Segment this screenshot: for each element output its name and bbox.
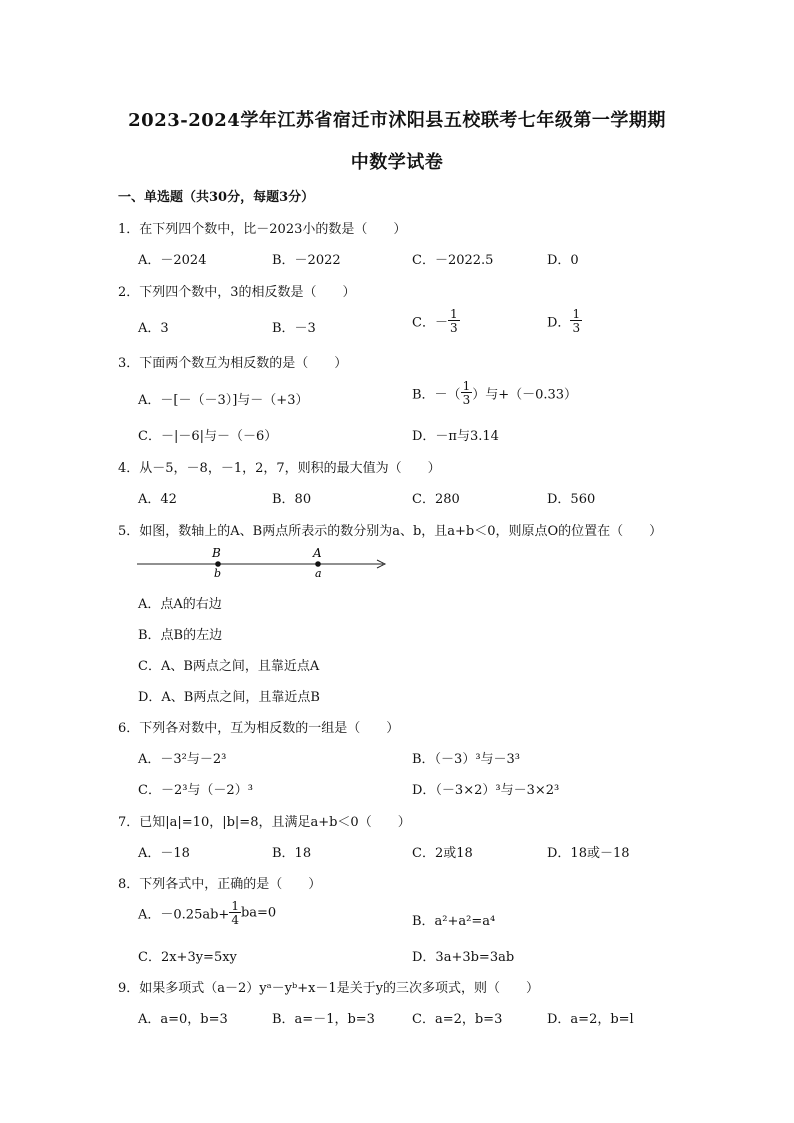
- q2-option-c-fraction: $\frac{1}{3}$: [449, 307, 458, 335]
- point-b-upper-label: B: [212, 546, 221, 560]
- number-line-figure: [135, 544, 390, 580]
- q1-option-b: B．－2022: [272, 253, 341, 268]
- q2-option-b: B．－3: [272, 321, 316, 336]
- q9-option-a: A．a=0，b=3: [138, 1012, 228, 1027]
- q6-option-c: C．－2³与（－2）³: [138, 783, 253, 798]
- question-9-stem: 9．如果多项式（a－2）yᵃ－yᵇ+x－1是关于y的三次多项式，则（ ）: [118, 981, 540, 996]
- question-4-stem: 4．从－5，－8，－1，2，7，则积的最大值为（ ）: [118, 461, 441, 476]
- question-7-stem: 7．已知|a|=10，|b|=8，且满足a+b＜0（ ）: [118, 815, 411, 830]
- q3-option-b-fraction: $\frac{1}{3}$: [462, 379, 471, 407]
- q5-option-c: C．A、B两点之间，且靠近点A: [138, 659, 320, 674]
- paper-title-line1: 2023-2024学年江苏省宿迁市沭阳县五校联考七年级第一学期期: [128, 110, 666, 131]
- q2-option-d: D． $\frac{1}{3}$: [547, 307, 581, 335]
- q6-option-a: A．－3²与－2³: [138, 752, 227, 767]
- q2-option-a: A．3: [138, 321, 169, 336]
- question-3-stem: 3．下面两个数互为相反数的是（ ）: [118, 356, 348, 371]
- q7-option-b: B．18: [272, 846, 312, 861]
- q5-option-d: D．A、B两点之间，且靠近点B: [138, 690, 320, 705]
- section-heading: 一、单选题（共30分，每题3分）: [118, 190, 315, 205]
- q5-option-a: A．点A的右边: [138, 597, 222, 612]
- q2-option-c: C．－ $\frac{1}{3}$: [412, 307, 458, 335]
- point-b-lower-label: b: [214, 567, 222, 580]
- q9-option-c: C．a=2，b=3: [412, 1012, 503, 1027]
- q4-option-a: A．42: [138, 492, 177, 507]
- q8-option-d: D．3a+3b=3ab: [412, 950, 515, 965]
- q8-option-a: A．－0.25ab+ $\frac{1}{4}$ ba=0: [138, 899, 277, 927]
- q4-option-c: C．280: [412, 492, 460, 507]
- q6-option-b: B．（－3）³与－3³: [412, 752, 521, 767]
- point-a-dot: [315, 561, 321, 567]
- q7-option-c: C．2或18: [412, 846, 473, 861]
- q3-option-b: B．－（ $\frac{1}{3}$ ）与+（－0.33）: [412, 379, 578, 407]
- q3-option-c: C．－|－6|与－（－6）: [138, 429, 278, 444]
- question-6-stem: 6．下列各对数中，互为相反数的一组是（ ）: [118, 721, 400, 736]
- q8-option-a-fraction: $\frac{1}{4}$: [231, 899, 239, 927]
- question-2-stem: 2．下列四个数中，3的相反数是（ ）: [118, 285, 356, 300]
- q3-option-d: D．－π与3.14: [412, 429, 499, 444]
- q2-option-d-fraction: $\frac{1}{3}$: [572, 307, 581, 335]
- q4-option-d: D．560: [547, 492, 596, 507]
- q7-option-a: A．－18: [138, 846, 190, 861]
- q1-option-c: C．－2022.5: [412, 253, 494, 268]
- q1-option-a: A．－2024: [138, 253, 207, 268]
- q5-option-b: B．点B的左边: [138, 628, 223, 643]
- point-a-lower-label: a: [315, 567, 322, 580]
- point-b-dot: [215, 561, 221, 567]
- q3-option-a: A．－[－（－3）]与－（+3）: [138, 393, 309, 408]
- q8-option-b: B．a²+a²=a⁴: [412, 914, 496, 929]
- question-5-stem: 5．如图，数轴上的A、B两点所表示的数分别为a、b，且a+b＜0，则原点O的位置在（ ）: [118, 524, 663, 539]
- q1-option-d: D．0: [547, 253, 579, 268]
- question-8-stem: 8．下列各式中，正确的是（ ）: [118, 877, 322, 892]
- question-1-stem: 1．在下列四个数中，比－2023小的数是（ ）: [118, 222, 407, 237]
- q4-option-b: B．80: [272, 492, 312, 507]
- point-a-upper-label: A: [313, 546, 322, 560]
- paper-title-line2: 中数学试卷: [350, 152, 444, 173]
- q9-option-b: B．a=－1，b=3: [272, 1012, 375, 1027]
- q8-option-c: C．2x+3y=5xy: [138, 950, 237, 965]
- q9-option-d: D．a=2，b=l: [547, 1012, 634, 1027]
- q6-option-d: D．（－3×2）³与－3×2³: [412, 783, 560, 798]
- q7-option-d: D．18或－18: [547, 846, 630, 861]
